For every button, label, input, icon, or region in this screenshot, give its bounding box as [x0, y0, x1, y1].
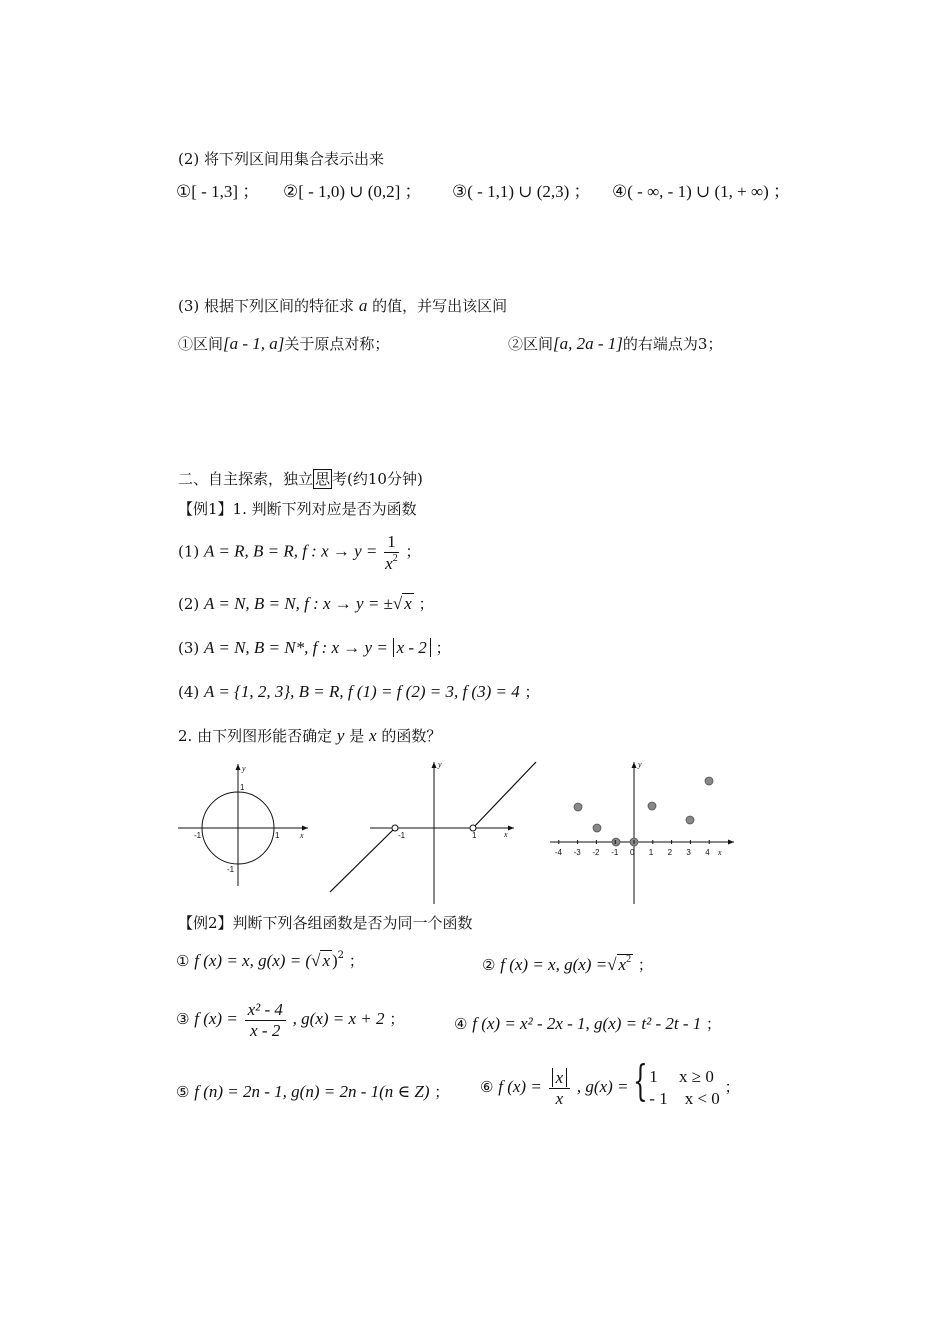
sec3-item-2: [508, 334, 722, 354]
ex1-q1-frac-exp: 2: [392, 552, 398, 564]
ex1-q2-math: A = N, B = N, f : x → y = ±: [204, 594, 393, 613]
sec3-item2-interval: [a, 2a - 1]: [553, 334, 623, 353]
ex2-p6-case2-cond: x < 0: [684, 1089, 720, 1108]
part2-title-a: 二、自主探索，独立: [178, 470, 314, 488]
ex1-q1-frac-den: x: [385, 553, 393, 573]
ex2-p5-end: ；: [434, 1083, 450, 1101]
ex1-q3-end: ；: [435, 639, 451, 657]
sec3-item1-label: ①区间: [178, 335, 224, 353]
dots-tick--1: -1: [611, 848, 619, 857]
ex1-q1-math: A = R, B = R, f : x → y =: [204, 541, 378, 561]
ex2-p1-exp: 2: [337, 950, 345, 961]
ex2-p3-end: ；: [389, 1010, 405, 1029]
sec2-item-1: ①[ - 1,3] ；: [176, 182, 260, 201]
ex2-pair-3: [176, 1000, 404, 1040]
ex2-p6-den: x: [555, 1088, 564, 1108]
sec3-item2-label: ②区间: [508, 335, 554, 353]
sec2-item-3: ③( - 1,1) ∪ (2,3) ；: [452, 182, 591, 201]
ex1-q5: [178, 726, 441, 746]
sec3-item2-text: 的右端点为3；: [622, 335, 723, 353]
dots-tick--4: -4: [554, 848, 562, 857]
dots-tick--2: -2: [592, 848, 600, 857]
ex2-pair-4: [454, 1014, 721, 1034]
dot-point: [705, 777, 713, 785]
ex2-p1-b: ): [331, 951, 338, 970]
ex1-q5-x: x: [369, 726, 377, 745]
sec3-item1-interval: [a - 1, a]: [223, 334, 285, 353]
graph-circle: [174, 760, 314, 890]
ex1-q1-num: (1): [178, 542, 200, 561]
dots-tick-3: 3: [686, 848, 691, 857]
ex2-p2-a: f (x) = x, g(x) =: [500, 955, 608, 974]
ex2-p2-end: ；: [637, 956, 653, 974]
part2-title-b: 考(约10分钟): [332, 470, 423, 488]
dot-point: [648, 802, 656, 810]
ex1-q3-abs: x - 2: [393, 638, 431, 657]
ex2-pair-1: ① f (x) = x, g(x) = (√ x )$^2$ ；: [176, 950, 364, 970]
dots-tick-4: 4: [705, 848, 710, 857]
ex2-p6-end: ；: [724, 1078, 740, 1096]
ex2-p6-case1-val: 1: [649, 1067, 658, 1086]
ex1-q3-math: A = N, B = N*, f : x → y =: [204, 638, 388, 657]
ex2-p1-a: f (x) = x, g(x) = (: [194, 951, 312, 970]
ex2-p5-label: ⑤: [176, 1083, 190, 1101]
ex2-p4-math: f (x) = x² - 2x - 1, g(x) = t² - 2t - 1: [472, 1014, 702, 1033]
circle-tick-y-1: 1: [240, 783, 245, 792]
ex2-p1-end: ；: [348, 952, 364, 970]
sec2-item-2: ②[ - 1,0) ∪ (0,2] ；: [283, 182, 422, 201]
ex1-q1-fraction: [384, 532, 399, 573]
lines-axis-x-label: x: [504, 830, 508, 839]
circle-axis-y-label: y: [242, 764, 246, 773]
ex2-pair-5: [176, 1082, 449, 1102]
ex2-p6-label: ⑥: [480, 1078, 494, 1096]
dots-tick-1: 1: [648, 848, 654, 857]
ex2-p3-label: ③: [176, 1010, 190, 1029]
ex1-q4-num: (4): [178, 683, 200, 701]
ex1-q3: [178, 638, 451, 658]
ex2-pair-2: ② f (x) = x, g(x) =√ $x^2$ ；: [482, 954, 653, 974]
circle-tick-x-1: 1: [275, 831, 280, 840]
sec3-heading-text-b: 的值，并写出该区间: [372, 297, 508, 315]
ex2-title: 【例2】判断下列各组函数是否为同一个函数: [178, 914, 473, 932]
ex2-p2-radicand: x: [618, 955, 627, 974]
ex2-p3-num: x² - 4: [245, 1000, 286, 1021]
ex2-p6-case2-val: - 1: [649, 1089, 668, 1108]
ex2-p3-fraction: [245, 1000, 286, 1040]
dots-tick--3: -3: [573, 848, 581, 857]
ex2-p6-a: f (x) =: [498, 1077, 542, 1096]
ex2-p3-den: x - 2: [250, 1020, 281, 1040]
ex1-q1: [178, 532, 420, 573]
sec2-heading: (2) 将下列区间用集合表示出来: [178, 150, 385, 168]
ex2-p1-label: ①: [176, 952, 190, 970]
sec3-heading-text-a: (3) 根据下列区间的特征求: [178, 297, 355, 315]
dots-tick-2: 2: [667, 848, 673, 857]
ex2-pair-6: [480, 1056, 740, 1110]
ex2-p3-a: f (x) =: [194, 1009, 238, 1029]
ex2-p2-label: ②: [482, 956, 496, 974]
ex1-q1-frac-num: 1: [384, 532, 399, 553]
ex2-p1-radicand: x: [322, 951, 330, 970]
dot-point: [686, 816, 694, 824]
ex1-q2-num: (2): [178, 595, 200, 613]
dots-axis-x-label: x: [718, 848, 722, 857]
ex1-title: 【例1】1. 判断下列对应是否为函数: [178, 500, 417, 518]
ex1-q4-math: A = {1, 2, 3}, B = R, f (1) = f (2) = 3, f (3) = 4: [204, 682, 520, 701]
graph-dots: [548, 758, 740, 906]
ex2-p4-label: ④: [454, 1015, 468, 1033]
ex1-q4: [178, 682, 540, 702]
lines-axis-y-label: y: [438, 760, 442, 769]
ex2-p4-end: ；: [706, 1015, 722, 1033]
lines-left-ray: [330, 828, 395, 892]
sec3-item1-text: 关于原点对称；: [284, 335, 390, 353]
sec3-item-1: [178, 334, 389, 354]
ex2-p6-num: x: [552, 1068, 568, 1087]
circle-axis-x-label: x: [300, 831, 304, 840]
ex2-p2-exp: 2: [626, 954, 632, 965]
sec2-item-4: ④( - ∞, - 1) ∪ (1, + ∞) ；: [612, 182, 791, 201]
ex1-q2: (2) A = N, B = N, f : x → y = ±√ x ；: [178, 594, 434, 613]
part2-title-boxed: 思: [315, 470, 331, 488]
ex2-p6-fraction: [549, 1068, 571, 1108]
part2-title: [178, 470, 423, 488]
ex1-q5-y: y: [336, 726, 345, 745]
ex2-p6-piecewise: { 1 x ≥ 0 - 1 x < 0: [633, 1056, 720, 1108]
lines-tick-1: 1: [472, 831, 477, 840]
lines-tick-neg1: -1: [398, 831, 406, 840]
ex1-q2-radicand: x: [404, 594, 412, 613]
ex1-q1-end: ；: [405, 542, 421, 561]
sec3-heading: [178, 296, 507, 316]
ex1-q5-a: 2. 由下列图形能否确定: [178, 727, 333, 745]
ex1-q2-end: ；: [418, 595, 434, 613]
dots-axis-y-label: y: [638, 760, 642, 769]
dot-point: [593, 824, 601, 832]
ex1-q5-c: 的函数？: [381, 727, 442, 745]
dots-tick-0: 0: [630, 848, 635, 857]
ex2-p6-case1-cond: x ≥ 0: [679, 1067, 714, 1086]
circle-tick-x-neg1: -1: [194, 831, 202, 840]
sec3-heading-var: a: [358, 296, 368, 315]
ex2-p5-math: f (n) = 2n - 1, g(n) = 2n - 1(n ∈ Z): [194, 1082, 430, 1101]
ex2-p3-b: , g(x) = x + 2: [292, 1009, 385, 1029]
ex1-q5-b: 是: [349, 727, 365, 745]
ex1-q4-end: ；: [524, 683, 540, 701]
dot-point: [574, 803, 582, 811]
dot-point: [612, 838, 620, 846]
circle-tick-y-neg1: -1: [227, 865, 235, 874]
graph-lines: [328, 758, 540, 906]
ex1-q3-num: (3): [178, 639, 200, 657]
ex2-p6-b: , g(x) =: [576, 1077, 629, 1096]
lines-right-ray: [473, 762, 536, 828]
